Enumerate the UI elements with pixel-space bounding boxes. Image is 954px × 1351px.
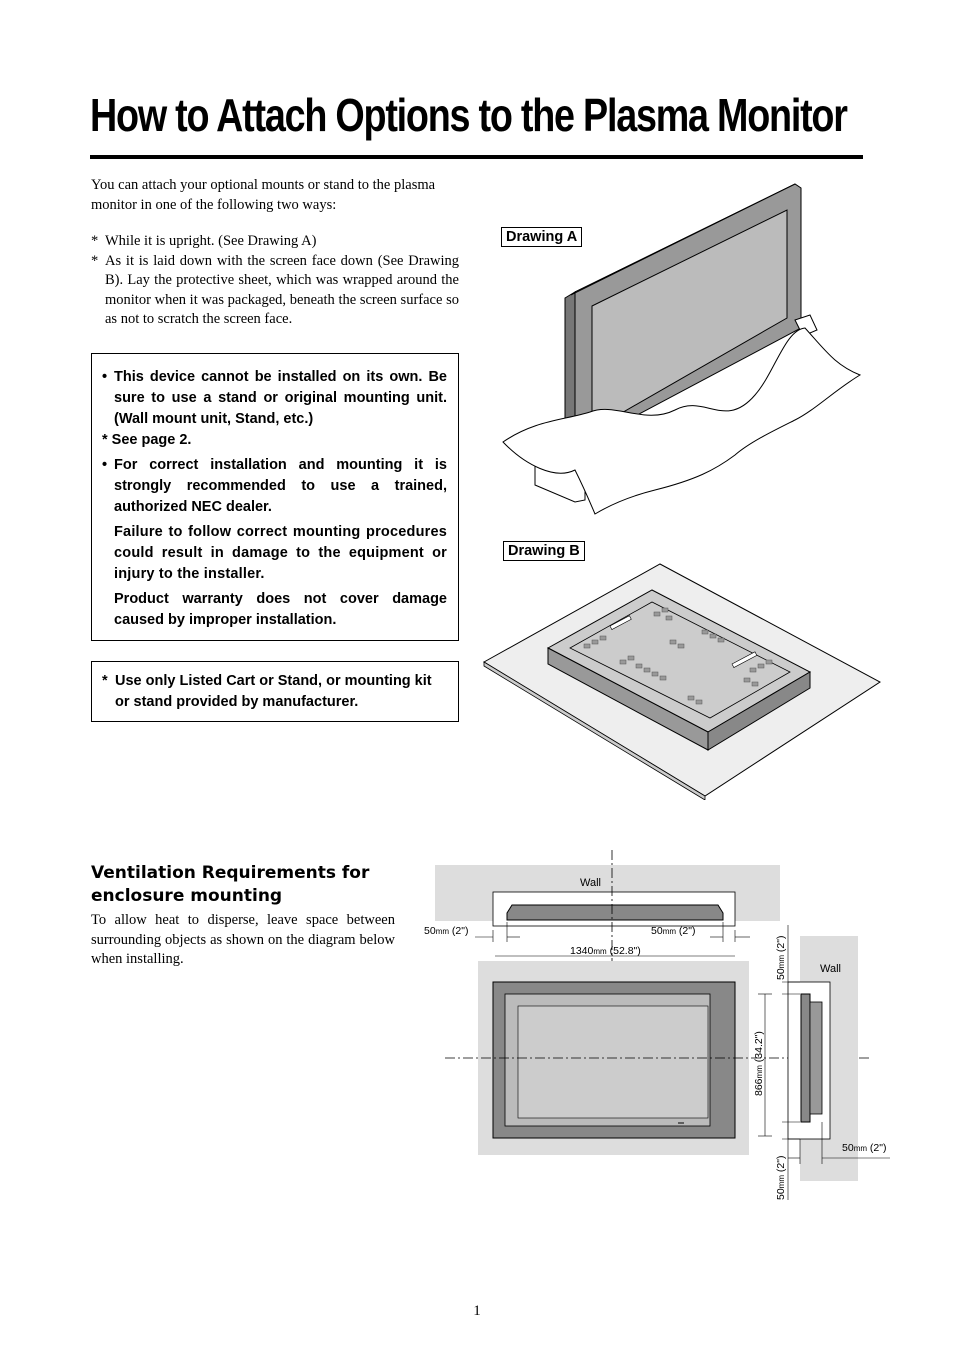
drawing-a-label: Drawing A — [501, 227, 582, 247]
intro-text: You can attach your optional mounts or stand to the plasma monitor in one of the following two ways: — [91, 177, 436, 213]
dim-side-clearance: 50mm (2") — [842, 1142, 887, 1154]
ventilation-diagram — [420, 850, 895, 1210]
ventilation-heading: Ventilation Requirements for enclosure mounting — [91, 863, 370, 906]
drawing-b-label: Drawing B — [503, 541, 585, 561]
dim-height: 866mm (34.2") — [753, 1031, 765, 1096]
warning-paragraph: Failure to follow correct mounting procedures could result in damage to the equipment or injury to the installer. — [114, 524, 447, 582]
attach-methods-list — [91, 232, 459, 330]
dim-width: 1340mm (52.8") — [570, 945, 641, 957]
warning-item: • This device cannot be installed on its own. Be sure to use a stand or original mounting unit. (Wall mount unit, Stand, etc.) — [102, 369, 447, 427]
drawing-b-illustration — [480, 560, 885, 800]
dim-bottom-clearance: 50mm (2") — [775, 1155, 787, 1200]
warning-paragraph: Product warranty does not cover damage caused by improper installation. — [114, 591, 447, 628]
warning-item: • For correct installation and mounting it is strongly recommended to use a trained, authorized NEC dealer. — [102, 457, 447, 515]
see-page-ref: * See page 2. — [102, 432, 192, 448]
dim-top-clearance: 50mm (2") — [775, 935, 787, 980]
drawing-a-illustration — [495, 180, 875, 525]
method-upright: * While it is upright. (See Drawing A) — [91, 232, 459, 252]
note-box — [91, 661, 459, 722]
dim-left-clearance: 50mm (2") — [424, 925, 469, 937]
page-title: How to Attach Options to the Plasma Monitor — [90, 89, 847, 141]
note-text: * Use only Listed Cart or Stand, or mounting kit or stand provided by manufacturer. — [102, 673, 432, 710]
page-number: 1 — [473, 1303, 481, 1319]
top-wall-label: Wall — [580, 877, 601, 889]
title-rule — [90, 155, 863, 159]
dim-right-clearance: 50mm (2") — [651, 925, 696, 937]
method-face-down: * As it is laid down with the screen face down (See Drawing B). Lay the protective sheet, which was wrapped around the monitor when it was packaged, beneath the screen surface so as not to scratch the screen face. — [91, 252, 459, 330]
ventilation-body: To allow heat to disperse, leave space between surrounding objects as shown on the diagram below when installing. — [91, 912, 395, 967]
warning-box — [91, 353, 459, 641]
side-wall-label: Wall — [820, 963, 841, 975]
